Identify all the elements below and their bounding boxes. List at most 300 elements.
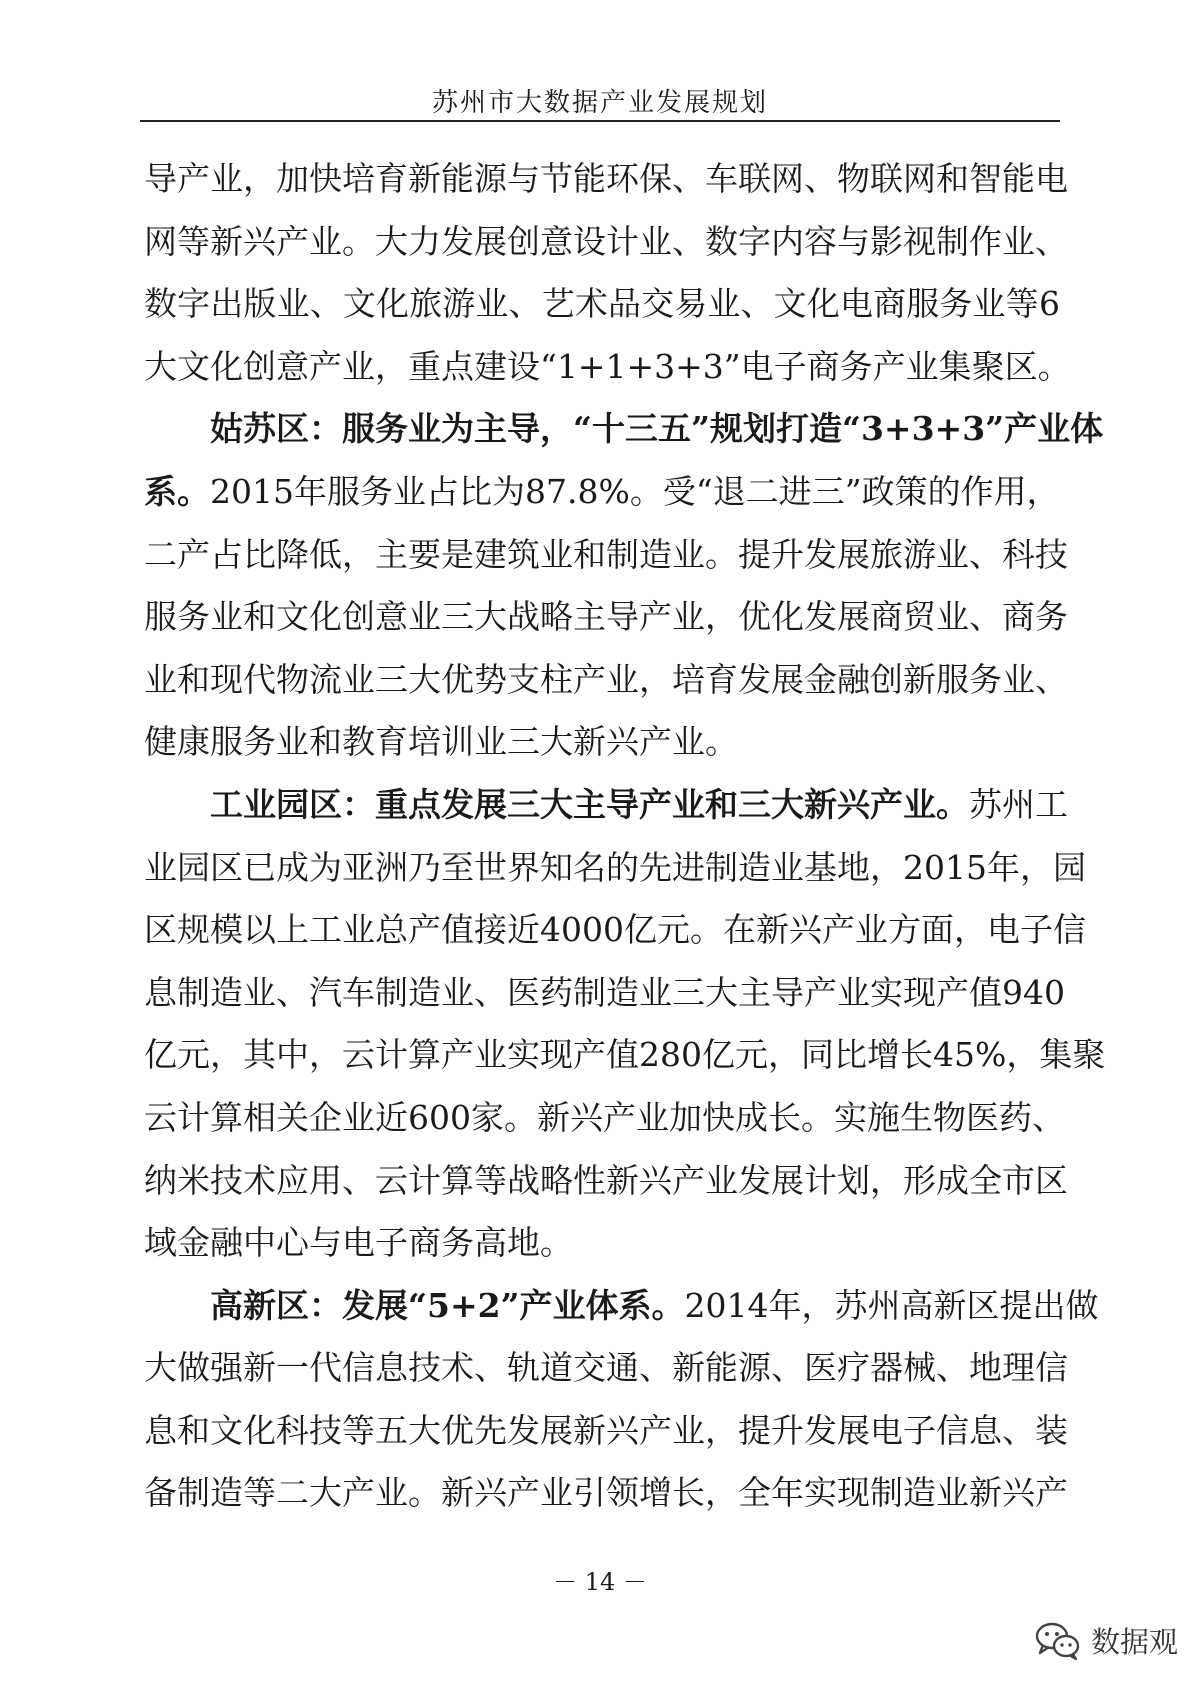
- text-line: [144, 1275, 1099, 1338]
- text-char: 息: [969, 1410, 1002, 1450]
- text-char: 新: [210, 221, 243, 261]
- text-char: 要: [408, 534, 441, 574]
- text-char: 4: [747, 1285, 769, 1325]
- text-char: 元: [177, 1035, 210, 1075]
- text-char: 与: [507, 159, 540, 198]
- text-char: ，: [705, 1473, 738, 1513]
- text-char: 制: [375, 972, 408, 1012]
- text-char: 州: [867, 1285, 901, 1325]
- bold-heading: 高新区：发展“5+2”产业体系。: [210, 1285, 685, 1325]
- text-line: [144, 1462, 1068, 1525]
- text-char: 能: [705, 1348, 738, 1388]
- text-char: 世: [474, 847, 507, 887]
- text-char: 造: [210, 1473, 243, 1513]
- text-char: 数: [144, 284, 177, 324]
- text-char: ，: [243, 159, 276, 198]
- bold-char: 服: [342, 409, 375, 449]
- bold-char: 造: [808, 409, 842, 449]
- text-char: 低: [309, 534, 342, 574]
- text-char: 和: [936, 159, 969, 198]
- text-char: ，: [342, 534, 375, 574]
- text-char: 务: [1035, 597, 1068, 637]
- text-char: 和: [243, 597, 276, 637]
- text-char: 先: [639, 847, 672, 887]
- text-char: ，: [639, 659, 672, 699]
- text-char: 、: [672, 159, 705, 198]
- text-char: 的: [927, 471, 961, 511]
- text-char: 实: [507, 1035, 540, 1075]
- text-char: 信: [342, 1348, 375, 1388]
- text-char: 通: [606, 1348, 639, 1388]
- text-char: 年: [768, 1285, 802, 1325]
- text-char: 成: [936, 1160, 969, 1200]
- text-char: 、: [969, 597, 1002, 637]
- text-char: 园: [1053, 847, 1086, 887]
- text-line: [144, 586, 1068, 649]
- text-char: 区: [966, 1285, 1000, 1325]
- text-char: ，: [768, 1035, 801, 1075]
- text-char: 、: [969, 534, 1002, 574]
- text-char: “: [695, 471, 713, 511]
- text-char: 长: [672, 1473, 705, 1513]
- text-char: 。: [504, 1097, 537, 1137]
- text-char: 、: [639, 1348, 672, 1388]
- text-char: 服: [906, 284, 940, 324]
- page-number: － 14 －: [553, 1568, 647, 1596]
- text-segment: 健康服务业和教育培训业三大新兴产业。: [144, 722, 738, 762]
- text-char: 2: [639, 1035, 660, 1075]
- text-char: 、: [1035, 221, 1068, 261]
- text-char: 汽: [309, 972, 342, 1012]
- text-char: 新: [933, 1285, 967, 1325]
- text-char: 发: [507, 1410, 540, 1450]
- bold-char: +: [883, 409, 912, 449]
- text-char: 培: [672, 659, 705, 699]
- text-char: 比: [243, 534, 276, 574]
- bold-char: 为: [441, 409, 474, 449]
- text-char: 新: [573, 1410, 606, 1450]
- text-char: 业: [144, 659, 177, 699]
- text-line: [144, 336, 1071, 399]
- text-char: 息: [375, 1348, 408, 1388]
- text-char: 创: [342, 597, 375, 637]
- text-line: [144, 1024, 1106, 1087]
- text-char: 力: [408, 221, 441, 261]
- text-char: 育: [375, 159, 408, 198]
- text-char: 0: [582, 910, 603, 950]
- text-char: 新: [756, 910, 789, 950]
- text-char: 等: [474, 1160, 507, 1200]
- text-char: 。: [801, 1097, 834, 1137]
- text-char: 8: [577, 471, 599, 511]
- text-char: 导: [606, 597, 639, 637]
- text-char: 术: [441, 1348, 474, 1388]
- text-line: [144, 1087, 1065, 1150]
- text-char: 生: [900, 1097, 933, 1137]
- text-char: 、: [936, 1348, 969, 1388]
- text-char: 文: [210, 1410, 243, 1450]
- text-char: 装: [1035, 1410, 1068, 1450]
- text-char: 5: [966, 847, 987, 887]
- text-char: 6: [408, 1097, 429, 1137]
- text-char: ，: [705, 1410, 738, 1450]
- text-char: 业: [475, 284, 509, 324]
- text-char: 等: [1005, 284, 1039, 324]
- header-rule: [140, 120, 1060, 122]
- text-char: 业: [144, 847, 177, 887]
- text-char: 融: [837, 659, 870, 699]
- text-char: 信: [1035, 1348, 1068, 1388]
- text-char: 0: [705, 1285, 727, 1325]
- text-char: ，: [954, 910, 987, 950]
- bold-char: 3: [860, 409, 884, 449]
- text-char: 和: [177, 659, 210, 699]
- text-char: 设: [573, 221, 606, 261]
- text-char: 品: [607, 284, 641, 324]
- text-char: 文: [276, 597, 309, 637]
- text-char: 智: [969, 159, 1002, 198]
- bold-char: 姑: [210, 409, 243, 449]
- text-char: 、: [672, 221, 705, 261]
- text-line: [144, 398, 1104, 461]
- text-char: 产: [936, 972, 969, 1012]
- text-char: 商: [870, 597, 903, 637]
- text-char: 联: [870, 159, 903, 198]
- text-char: .: [567, 471, 578, 511]
- text-char: 车: [705, 159, 738, 198]
- text-char: 比: [459, 471, 492, 511]
- bold-char: 十: [591, 409, 625, 449]
- text-char: 业: [1002, 659, 1035, 699]
- text-char: 三: [375, 659, 408, 699]
- text-char: 网: [771, 159, 804, 198]
- document-body: [144, 148, 1106, 1525]
- text-char: 新: [441, 1473, 474, 1513]
- text-char: 务: [969, 659, 1002, 699]
- text-char: 为: [492, 471, 525, 511]
- text-char: 新: [537, 1097, 570, 1137]
- text-char: 、: [771, 1348, 804, 1388]
- text-char: 艺: [541, 284, 575, 324]
- text-char: 服: [144, 597, 177, 637]
- text-char: 产: [603, 1097, 636, 1137]
- text-char: 电: [1035, 159, 1068, 198]
- text-char: 产: [441, 1035, 474, 1075]
- text-char: 略: [540, 1160, 573, 1200]
- text-char: 易: [674, 284, 708, 324]
- text-char: 1: [945, 847, 966, 887]
- text-char: 造: [210, 972, 243, 1012]
- text-char: 服: [936, 659, 969, 699]
- text-char: 降: [276, 534, 309, 574]
- text-char: 作: [960, 471, 994, 511]
- text-char: 、: [276, 972, 309, 1012]
- text-char: 模: [210, 910, 243, 950]
- text-char: 引: [573, 1473, 606, 1513]
- text-line: [144, 837, 1086, 900]
- text-char: 业: [771, 847, 804, 887]
- text-char: 集: [1039, 1035, 1073, 1075]
- text-char: 0: [603, 910, 624, 950]
- text-char: 兴: [474, 1473, 507, 1513]
- text-char: 新: [672, 1348, 705, 1388]
- text-char: 流: [309, 659, 342, 699]
- watermark-text: 数据观: [1091, 1625, 1179, 1659]
- text-char: 工: [309, 910, 342, 950]
- text-char: 优: [738, 597, 771, 637]
- text-char: 产: [804, 972, 837, 1012]
- text-char: 业: [243, 972, 276, 1012]
- bold-char: +: [934, 409, 963, 449]
- text-line: [144, 649, 1068, 712]
- text-char: ，: [309, 1035, 342, 1075]
- text-char: 大: [705, 972, 738, 1012]
- text-char: 创: [507, 221, 540, 261]
- text-line: [144, 1337, 1068, 1400]
- text-char: 二: [745, 471, 779, 511]
- text-char: 先: [474, 1410, 507, 1450]
- text-char: 意: [375, 597, 408, 637]
- bold-heading: 工业园区：重点发展三大主导产业和三大新兴产业。: [210, 784, 969, 824]
- text-char: 8: [660, 1035, 681, 1075]
- text-char: %: [598, 471, 630, 511]
- text-char: 略: [540, 597, 573, 637]
- text-char: 受: [662, 471, 696, 511]
- bold-char: ，: [540, 409, 573, 449]
- text-char: 展: [837, 597, 870, 637]
- text-char: 业: [309, 221, 342, 261]
- text-char: 洲: [375, 847, 408, 887]
- text-char: 8: [525, 471, 546, 511]
- text-char: 上: [276, 910, 309, 950]
- text-char: 年: [987, 847, 1020, 887]
- text-char: 展: [474, 221, 507, 261]
- text-char: 以: [243, 910, 276, 950]
- bold-char: 导: [507, 409, 540, 449]
- text-char: 0: [924, 847, 945, 887]
- text-segment: 域金融中心与电子商务高地。: [144, 1223, 573, 1263]
- text-char: 。: [705, 534, 738, 574]
- text-char: 导: [144, 159, 177, 198]
- text-char: 至: [441, 847, 474, 887]
- text-char: 源: [474, 159, 507, 198]
- text-char: 版: [243, 284, 277, 324]
- text-char: 工: [1035, 784, 1068, 824]
- text-char: 算: [441, 1160, 474, 1200]
- text-char: 主: [375, 534, 408, 574]
- text-line: [144, 1212, 1060, 1275]
- text-char: 技: [1035, 534, 1068, 574]
- text-char: 三: [672, 972, 705, 1012]
- text-char: 高: [900, 1285, 934, 1325]
- text-char: 医: [507, 972, 540, 1012]
- text-char: 用: [309, 1160, 342, 1200]
- text-char: 现: [210, 659, 243, 699]
- text-char: 业: [936, 534, 969, 574]
- text-char: 其: [243, 1035, 276, 1075]
- text-char: 代: [243, 659, 276, 699]
- text-char: 新: [903, 659, 936, 699]
- text-line: [144, 273, 1060, 336]
- text-char: 、: [740, 284, 774, 324]
- text-char: 业: [342, 910, 375, 950]
- text-char: 提: [738, 534, 771, 574]
- text-char: 4: [540, 910, 561, 950]
- text-char: 近: [507, 910, 540, 950]
- text-char: 占: [426, 471, 459, 511]
- text-char: 苏: [969, 784, 1002, 824]
- text-char: 发: [441, 221, 474, 261]
- text-char: ，: [1006, 1035, 1040, 1075]
- text-char: 1: [252, 471, 273, 511]
- text-char: 亚: [342, 847, 375, 887]
- text-char: 企: [309, 1097, 342, 1137]
- text-char: ，: [870, 1160, 903, 1200]
- text-char: 2: [684, 1285, 706, 1325]
- text-char: 总: [375, 910, 408, 950]
- text-char: 、: [1002, 1410, 1035, 1450]
- text-char: 米: [177, 1160, 210, 1200]
- text-char: 影: [870, 221, 903, 261]
- text-segment: 大文化创意产业，重点建设“1+1+3+3”电子商务产业集聚区。: [144, 346, 1071, 386]
- text-char: 信: [1053, 910, 1086, 950]
- text-char: 大: [474, 597, 507, 637]
- text-char: 出: [210, 284, 244, 324]
- text-char: 务: [939, 284, 973, 324]
- text-char: 业: [972, 284, 1006, 324]
- text-char: 业: [342, 1097, 375, 1137]
- text-char: 进: [672, 847, 705, 887]
- wechat-icon: [1035, 1621, 1081, 1661]
- text-char: 云: [342, 1035, 375, 1075]
- text-char: 业: [639, 221, 672, 261]
- text-char: 技: [210, 1160, 243, 1200]
- text-char: 已: [243, 847, 276, 887]
- text-char: 强: [210, 1348, 243, 1388]
- text-char: 成: [735, 1097, 768, 1137]
- bold-char: 苏: [243, 409, 276, 449]
- text-char: 物: [276, 659, 309, 699]
- bold-char: 3: [962, 409, 986, 449]
- text-char: 区: [1035, 1160, 1068, 1200]
- text-char: 造: [639, 534, 672, 574]
- text-char: 。: [408, 1473, 441, 1513]
- text-char: 内: [771, 221, 804, 261]
- text-char: 业: [441, 972, 474, 1012]
- text-char: 制: [177, 972, 210, 1012]
- text-char: 化: [243, 1410, 276, 1450]
- text-char: 、: [508, 284, 542, 324]
- text-char: 展: [540, 1410, 573, 1450]
- text-char: 服: [327, 471, 360, 511]
- text-char: 柱: [540, 659, 573, 699]
- text-char: 5: [954, 1035, 975, 1075]
- text-char: 大: [408, 659, 441, 699]
- text-line: [144, 524, 1068, 587]
- bold-char: 区: [276, 409, 309, 449]
- text-char: 化: [806, 284, 840, 324]
- text-char: 政: [861, 471, 895, 511]
- text-char: 值: [969, 972, 1002, 1012]
- text-char: 信: [936, 1410, 969, 1450]
- text-char: 年: [294, 471, 327, 511]
- text-char: 等: [177, 221, 210, 261]
- text-char: 施: [867, 1097, 900, 1137]
- text-char: 计: [408, 1160, 441, 1200]
- text-char: 产: [177, 534, 210, 574]
- text-char: 文: [773, 284, 807, 324]
- text-char: 算: [408, 1035, 441, 1075]
- text-char: 数: [705, 221, 738, 261]
- text-char: 、: [474, 1348, 507, 1388]
- text-char: 元: [735, 1035, 768, 1075]
- text-char: 文: [342, 284, 376, 324]
- text-char: 环: [606, 159, 639, 198]
- text-char: 新: [408, 159, 441, 198]
- text-char: 值: [606, 1035, 639, 1075]
- text-char: 旅: [409, 284, 443, 324]
- text-char: 是: [441, 534, 474, 574]
- text-char: 0: [450, 1097, 471, 1137]
- text-char: 一: [276, 1348, 309, 1388]
- text-char: 现: [540, 1035, 573, 1075]
- text-char: 知: [540, 847, 573, 887]
- text-char: 关: [276, 1097, 309, 1137]
- text-char: 0: [429, 1097, 450, 1137]
- text-char: 发: [738, 659, 771, 699]
- text-char: 近: [375, 1097, 408, 1137]
- text-char: 贸: [903, 597, 936, 637]
- text-char: 、: [1032, 1097, 1065, 1137]
- text-char: 电: [839, 284, 873, 324]
- text-char: 化: [309, 597, 342, 637]
- text-char: 代: [309, 1348, 342, 1388]
- text-char: 0: [231, 471, 252, 511]
- bold-char: 3: [911, 409, 935, 449]
- text-char: 现: [903, 972, 936, 1012]
- text-char: 云: [144, 1097, 177, 1137]
- text-char: 车: [342, 972, 375, 1012]
- text-char: 形: [903, 1160, 936, 1200]
- text-char: 电: [870, 1410, 903, 1450]
- text-char: 增: [867, 1035, 900, 1075]
- text-char: 业: [342, 659, 375, 699]
- text-char: 计: [804, 1160, 837, 1200]
- text-char: 升: [771, 534, 804, 574]
- text-char: 大: [375, 221, 408, 261]
- text-char: 。: [629, 471, 663, 511]
- text-char: 新: [606, 1160, 639, 1200]
- text-char: 园: [177, 847, 210, 887]
- text-char: 理: [1002, 1348, 1035, 1388]
- text-char: 业: [606, 659, 639, 699]
- text-char: 的: [606, 847, 639, 887]
- bold-char: 务: [375, 409, 408, 449]
- text-char: 业: [705, 1160, 738, 1200]
- bold-char: 划: [742, 409, 776, 449]
- text-char: 业: [636, 1097, 669, 1137]
- text-char: 1: [726, 1285, 748, 1325]
- text-char: 计: [375, 1035, 408, 1075]
- text-char: 聚: [1072, 1035, 1106, 1075]
- text-char: 区: [210, 847, 243, 887]
- text-line: [144, 148, 1068, 211]
- text-char: 长: [900, 1035, 933, 1075]
- text-char: 导: [771, 972, 804, 1012]
- text-char: 产: [276, 221, 309, 261]
- bold-char: 打: [775, 409, 809, 449]
- text-char: ，: [210, 1035, 243, 1075]
